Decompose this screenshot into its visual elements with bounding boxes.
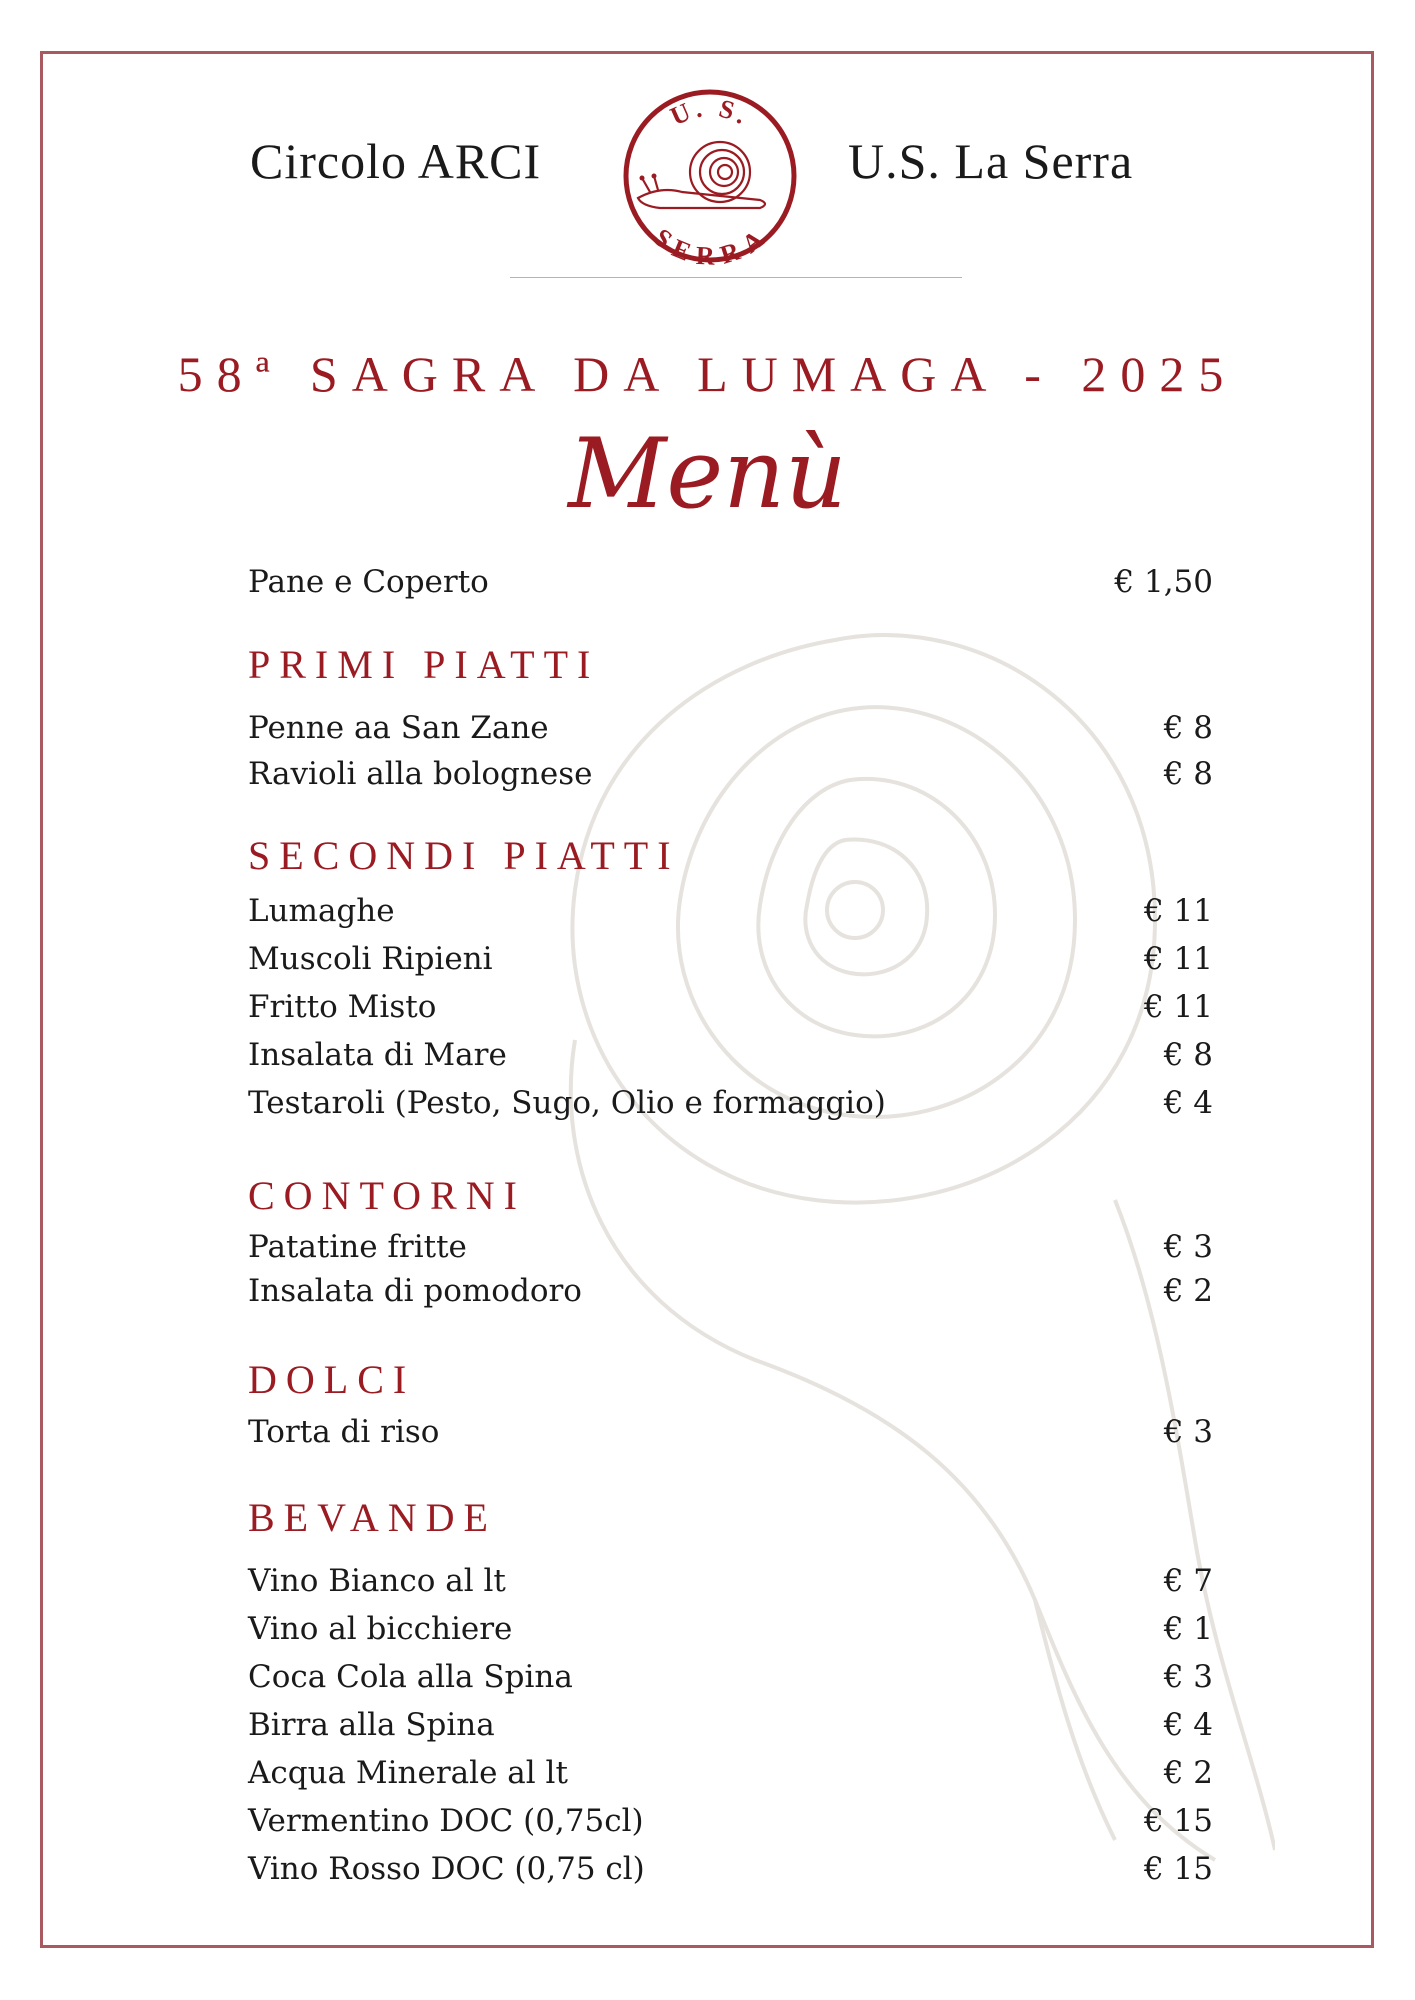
item-name: Penne aa San Zane bbox=[248, 710, 549, 746]
item-name: Insalata di pomodoro bbox=[248, 1273, 582, 1309]
menu-item bbox=[248, 893, 1213, 941]
menu-item bbox=[248, 1611, 1213, 1659]
event-title: 58ª SAGRA DA LUMAGA - 2025 bbox=[177, 346, 1238, 402]
item-price: € 2 bbox=[1163, 1755, 1213, 1791]
section-dolci: DOLCI bbox=[248, 1357, 416, 1402]
item-name: Ravioli alla bolognese bbox=[248, 756, 593, 792]
header-right-title: U.S. La Serra bbox=[848, 133, 1134, 189]
item-name: Insalata di Mare bbox=[248, 1037, 507, 1073]
menu-item bbox=[248, 1273, 1213, 1321]
snail-logo-icon bbox=[620, 86, 800, 266]
logo-bottom-text: SERRA bbox=[648, 222, 772, 266]
item-price: € 4 bbox=[1163, 1707, 1213, 1743]
menu-item bbox=[248, 710, 1213, 758]
menu-item bbox=[248, 1037, 1213, 1085]
menu-item-cover bbox=[248, 564, 1213, 612]
item-price: € 11 bbox=[1143, 893, 1213, 929]
item-name: Vermentino DOC (0,75cl) bbox=[248, 1803, 644, 1839]
menu-item bbox=[248, 1803, 1213, 1851]
header-divider bbox=[510, 277, 962, 278]
item-name: Acqua Minerale al lt bbox=[248, 1755, 568, 1791]
item-price: € 8 bbox=[1163, 756, 1213, 792]
item-name: Vino Bianco al lt bbox=[248, 1563, 506, 1599]
menu-item bbox=[248, 941, 1213, 989]
menu-item bbox=[248, 989, 1213, 1037]
menu-item bbox=[248, 1414, 1213, 1462]
menu-item bbox=[248, 1085, 1213, 1133]
item-name: Patatine fritte bbox=[248, 1229, 467, 1265]
section-contorni: CONTORNI bbox=[248, 1173, 526, 1218]
item-price: € 8 bbox=[1163, 1037, 1213, 1073]
item-name: Vino Rosso DOC (0,75 cl) bbox=[248, 1851, 645, 1887]
menu-item bbox=[248, 756, 1213, 804]
item-name: Torta di riso bbox=[248, 1414, 440, 1450]
item-price: € 1,50 bbox=[1114, 564, 1213, 600]
item-price: € 15 bbox=[1143, 1803, 1213, 1839]
item-name: Fritto Misto bbox=[248, 989, 437, 1025]
item-name: Lumaghe bbox=[248, 893, 395, 929]
menu-item bbox=[248, 1707, 1213, 1755]
item-price: € 15 bbox=[1143, 1851, 1213, 1887]
header-left-title: Circolo ARCI bbox=[250, 133, 542, 189]
item-price: € 2 bbox=[1163, 1273, 1213, 1309]
menu-heading: Menù bbox=[568, 418, 847, 530]
item-price: € 3 bbox=[1163, 1414, 1213, 1450]
logo-top-text: U. S. bbox=[666, 92, 756, 132]
item-name: Muscoli Ripieni bbox=[248, 941, 493, 977]
item-price: € 3 bbox=[1163, 1659, 1213, 1695]
item-price: € 1 bbox=[1163, 1611, 1213, 1647]
menu-item bbox=[248, 1659, 1213, 1707]
section-secondi: SECONDI PIATTI bbox=[248, 833, 680, 878]
item-name: Coca Cola alla Spina bbox=[248, 1659, 573, 1695]
menu-item bbox=[248, 1755, 1213, 1803]
section-bevande: BEVANDE bbox=[248, 1495, 497, 1540]
section-primi: PRIMI PIATTI bbox=[248, 642, 600, 687]
menu-item bbox=[248, 1563, 1213, 1611]
item-price: € 11 bbox=[1143, 941, 1213, 977]
menu-item bbox=[248, 1229, 1213, 1277]
menu-item bbox=[248, 1851, 1213, 1899]
item-name: Testaroli (Pesto, Sugo, Olio e formaggio) bbox=[248, 1085, 886, 1121]
item-price: € 7 bbox=[1163, 1563, 1213, 1599]
item-name: Pane e Coperto bbox=[248, 564, 489, 600]
item-price: € 3 bbox=[1163, 1229, 1213, 1265]
item-name: Vino al bicchiere bbox=[248, 1611, 513, 1647]
item-price: € 8 bbox=[1163, 710, 1213, 746]
item-name: Birra alla Spina bbox=[248, 1707, 495, 1743]
item-price: € 4 bbox=[1163, 1085, 1213, 1121]
item-price: € 11 bbox=[1143, 989, 1213, 1025]
